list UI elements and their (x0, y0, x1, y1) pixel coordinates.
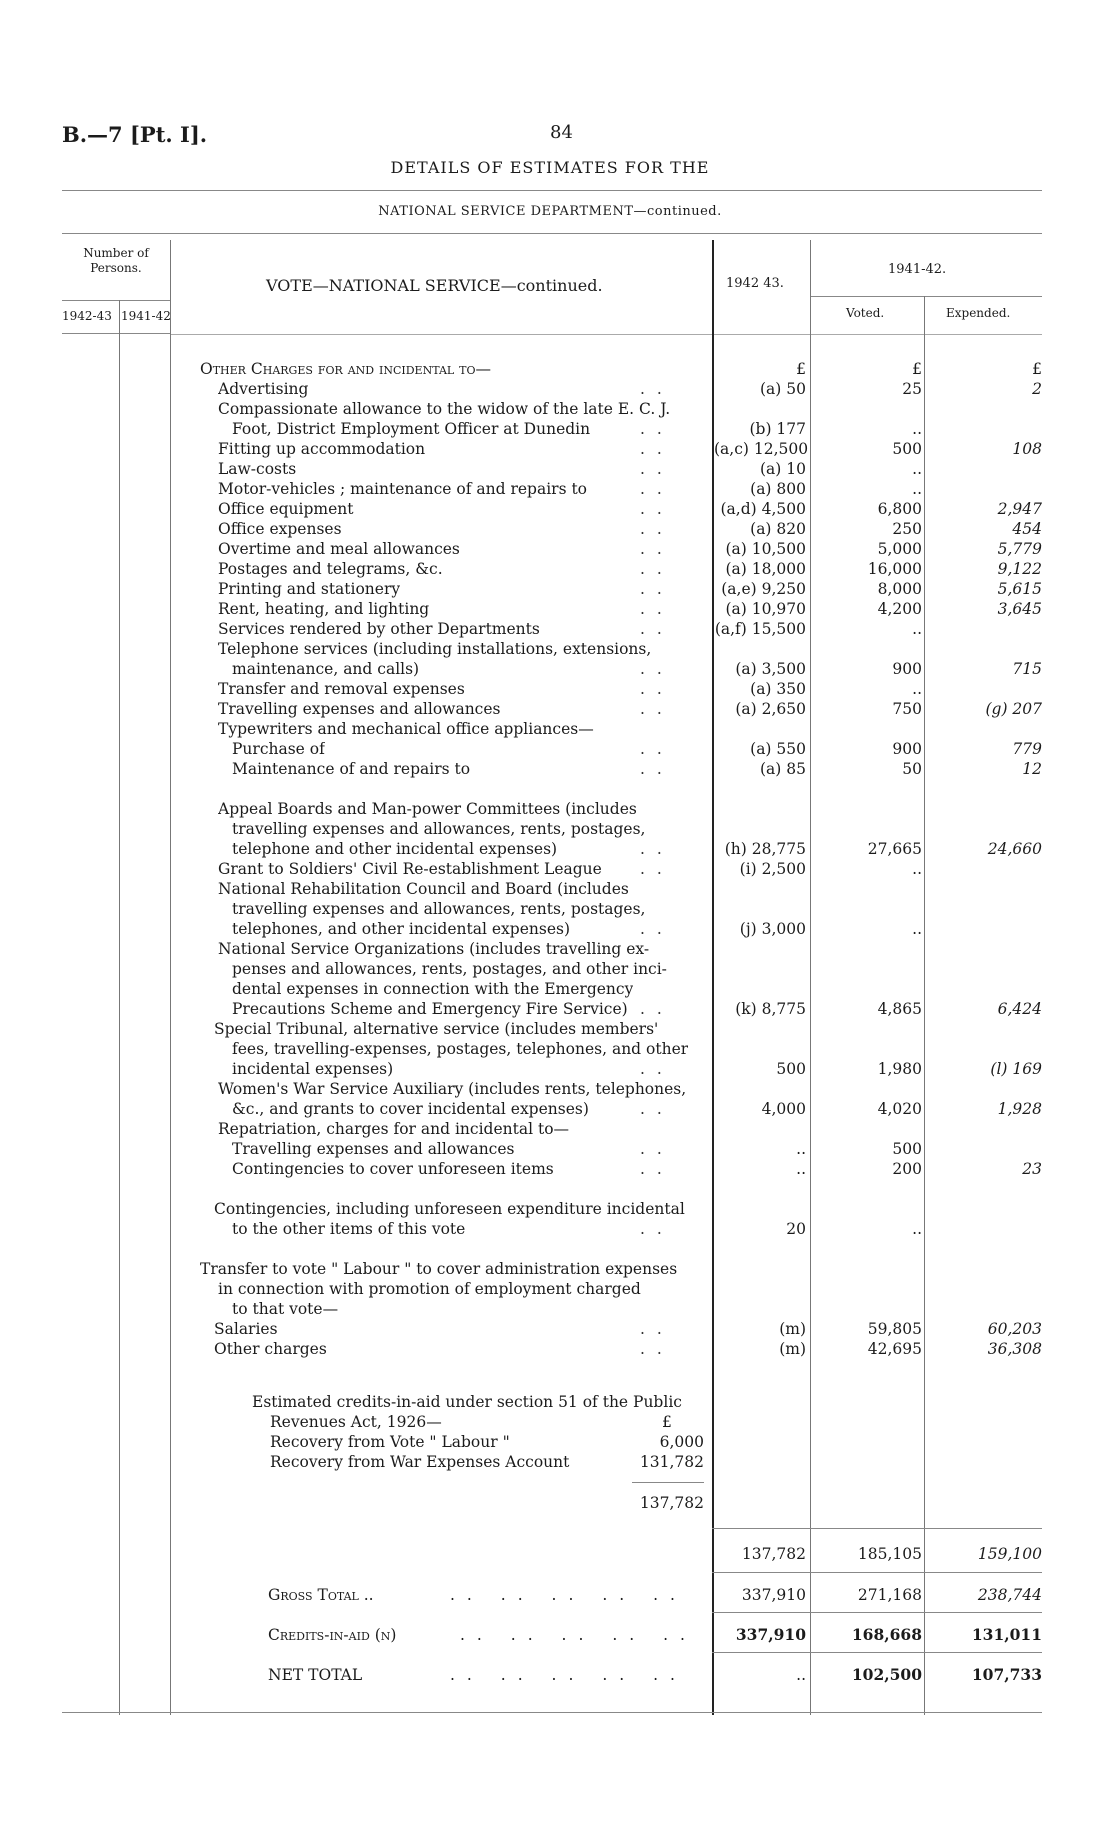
table-row (0, 1119, 1114, 1139)
row-description: incidental expenses) (232, 1060, 394, 1078)
value-voted: .. (912, 920, 922, 938)
value-expended: 3,645 (997, 600, 1042, 618)
credits-in-aid-voted: 168,668 (851, 1625, 922, 1644)
row-leader: .. (640, 920, 674, 938)
value-current: (a,c) 12,500 (714, 440, 809, 458)
table-row (0, 379, 1114, 399)
row-description: Foot, District Employment Officer at Dunedin (232, 420, 591, 438)
row-leader: .. (640, 1320, 674, 1338)
value-voted: 27,665 (867, 840, 922, 858)
row-leader: .. (640, 600, 674, 618)
table-row (0, 1139, 1114, 1159)
row-description: telephone and other incidental expenses) (232, 840, 558, 858)
table-row (0, 1059, 1114, 1079)
row-description: Typewriters and mechanical office appliances— (218, 720, 594, 738)
value-voted: 6,800 (877, 500, 922, 518)
vote-title: VOTE—NATIONAL SERVICE—continued. (266, 276, 603, 295)
currency-voted: £ (912, 360, 922, 378)
value-current: (a) 2,650 (735, 700, 806, 718)
year-current-heading: 1942 43. (726, 276, 784, 291)
net-total-expended: 107,733 (971, 1665, 1042, 1684)
row-description: Advertising (218, 380, 309, 398)
row-description: National Rehabilitation Council and Board (includes (218, 880, 629, 898)
row-description: travelling expenses and allowances, rents, postages, (232, 900, 646, 918)
row-leader: .. (640, 860, 674, 878)
value-expended: 1,928 (997, 1100, 1042, 1118)
gross-total-row (0, 1585, 1114, 1605)
table-row (0, 839, 1114, 859)
row-leader: .. (640, 520, 674, 538)
row-description: National Service Organizations (includes travelling ex- (218, 940, 650, 958)
table-row (0, 579, 1114, 599)
row-description: Law-costs (218, 460, 297, 478)
expended-heading: Expended. (946, 306, 1011, 320)
value-voted: 900 (892, 740, 922, 758)
value-expended: 23 (1022, 1160, 1042, 1178)
credits-item-labour-value: 6,000 (659, 1433, 704, 1451)
value-current: (a) 550 (750, 740, 806, 758)
table-top-rule (62, 233, 1042, 234)
row-leader: .. (640, 420, 674, 438)
value-voted: 250 (892, 520, 922, 538)
value-expended: 9,122 (997, 560, 1042, 578)
row-description: Rent, heating, and lighting (218, 600, 430, 618)
value-current: 500 (776, 1060, 806, 1078)
row-description: Precautions Scheme and Emergency Fire Service) (232, 1000, 628, 1018)
subtotal-current: 137,782 (741, 1545, 806, 1563)
value-voted: 750 (892, 700, 922, 718)
net-total-voted: 102,500 (851, 1665, 922, 1684)
value-voted: 900 (892, 660, 922, 678)
value-current: (a,d) 4,500 (720, 500, 806, 518)
row-leader: .. (640, 560, 674, 578)
row-leader: .. (640, 440, 674, 458)
credits-sum-rule (632, 1482, 704, 1483)
value-voted: 500 (892, 1140, 922, 1158)
value-voted: .. (912, 680, 922, 698)
table-row (0, 919, 1114, 939)
value-voted: 59,805 (867, 1320, 922, 1338)
table-row (0, 699, 1114, 719)
row-description: Travelling expenses and allowances (218, 700, 501, 718)
row-leader: .. (640, 760, 674, 778)
row-leader: .. (640, 1340, 674, 1358)
row-leader: .. (640, 740, 674, 758)
value-voted: 25 (902, 380, 922, 398)
voted-heading: Voted. (846, 306, 885, 320)
table-row (0, 459, 1114, 479)
page-title: DETAILS OF ESTIMATES FOR THE (390, 158, 710, 177)
credits-intro-act: Revenues Act, 1926— (270, 1413, 442, 1431)
value-expended: 24,660 (987, 840, 1042, 858)
credits-item-war-label: Recovery from War Expenses Account (270, 1453, 570, 1471)
row-description: Telephone services (including installations, extensions, (218, 640, 652, 658)
table-row (0, 1039, 1114, 1059)
table-row (0, 639, 1114, 659)
table-row (0, 1079, 1114, 1099)
value-current: (i) 2,500 (739, 860, 806, 878)
persons-rule (62, 300, 170, 301)
row-description: Special Tribunal, alternative service (includes members' (214, 1020, 659, 1038)
table-row (0, 719, 1114, 739)
table-row (0, 1199, 1114, 1219)
row-leader: .. (640, 540, 674, 558)
row-description: Transfer and removal expenses (218, 680, 465, 698)
table-row (0, 559, 1114, 579)
value-voted: 50 (902, 760, 922, 778)
table-row (0, 1099, 1114, 1119)
value-current: (a,f) 15,500 (714, 620, 806, 638)
table-row (0, 619, 1114, 639)
value-voted: 5,000 (877, 540, 922, 558)
table-row (0, 739, 1114, 759)
currency-current: £ (796, 360, 806, 378)
value-current: (a) 10 (760, 460, 806, 478)
value-voted: 4,200 (877, 600, 922, 618)
row-description: Women's War Service Auxiliary (includes rents, telephones, (218, 1080, 687, 1098)
value-voted: .. (912, 460, 922, 478)
credits-in-aid-current: 337,910 (735, 1625, 806, 1644)
value-voted: .. (912, 1220, 922, 1238)
value-expended: 6,424 (997, 1000, 1042, 1018)
row-description: Grant to Soldiers' Civil Re-establishment League (218, 860, 602, 878)
row-description: Fitting up accommodation (218, 440, 426, 458)
table-row (0, 1319, 1114, 1339)
value-expended: 5,615 (997, 580, 1042, 598)
gross-total-expended: 238,744 (977, 1586, 1042, 1604)
page-subtitle: NATIONAL SERVICE DEPARTMENT—continued. (378, 204, 722, 219)
row-description: travelling expenses and allowances, rents, postages, (232, 820, 646, 838)
credits-currency: £ (662, 1413, 672, 1431)
header-rule (62, 190, 1042, 191)
value-expended: 12 (1022, 760, 1042, 778)
value-voted: 16,000 (867, 560, 922, 578)
table-row (0, 399, 1114, 419)
table-row (0, 1339, 1114, 1359)
table-row (0, 599, 1114, 619)
table-row (0, 899, 1114, 919)
table-row (0, 659, 1114, 679)
year-previous-rule (810, 296, 1042, 297)
table-row (0, 1279, 1114, 1299)
table-row (0, 1159, 1114, 1179)
row-description: fees, travelling-expenses, postages, telephones, and other (232, 1040, 689, 1058)
value-voted: 1,980 (877, 1060, 922, 1078)
row-leader: .. (640, 1140, 674, 1158)
row-description: penses and allowances, rents, postages, and other inci- (232, 960, 667, 978)
row-leader: .. (640, 1000, 674, 1018)
value-expended: 60,203 (987, 1320, 1042, 1338)
value-current: (a) 50 (760, 380, 806, 398)
table-row (0, 959, 1114, 979)
row-description: Other charges (214, 1340, 327, 1358)
gross-top-rule (712, 1572, 1042, 1573)
subtotal-row (0, 1544, 1114, 1564)
value-expended: (g) 207 (985, 700, 1042, 718)
credits-top-rule (712, 1612, 1042, 1613)
row-description: Postages and telegrams, &c. (218, 560, 443, 578)
value-expended: 36,308 (987, 1340, 1042, 1358)
subtotal-voted: 185,105 (857, 1545, 922, 1563)
value-current: (a) 350 (750, 680, 806, 698)
table-row (0, 439, 1114, 459)
value-current: (a) 85 (760, 760, 806, 778)
row-description: to the other items of this vote (232, 1220, 466, 1238)
table-row (0, 1019, 1114, 1039)
row-description: &c., and grants to cover incidental expenses) (232, 1100, 589, 1118)
row-description: Maintenance of and repairs to (232, 760, 471, 778)
document-reference: B.—7 [Pt. I]. (62, 122, 208, 147)
value-current: (h) 28,775 (724, 840, 806, 858)
row-description: maintenance, and calls) (232, 660, 420, 678)
table-row (0, 999, 1114, 1019)
row-description: dental expenses in connection with the Emergency (232, 980, 634, 998)
credits-intro: Estimated credits-in-aid under section 51 of the Public (252, 1393, 682, 1411)
table-row (0, 1219, 1114, 1239)
row-description: Compassionate allowance to the widow of the late E. C. J. (218, 400, 671, 418)
table-row (0, 679, 1114, 699)
credits-in-aid-row (0, 1625, 1114, 1645)
table-row (0, 479, 1114, 499)
gross-total-current: 337,910 (741, 1586, 806, 1604)
net-total-leader: .. .. .. .. .. (450, 1666, 687, 1684)
value-voted: .. (912, 860, 922, 878)
row-leader: .. (640, 380, 674, 398)
gross-total-leader: .. .. .. .. .. (450, 1586, 687, 1604)
row-leader: .. (640, 1160, 674, 1178)
persons-year-previous: 1941-42 (121, 309, 171, 323)
row-leader: .. (640, 840, 674, 858)
value-current: (a) 10,970 (725, 600, 806, 618)
row-description: Purchase of (232, 740, 325, 758)
value-expended: 715 (1012, 660, 1042, 678)
table-row (0, 859, 1114, 879)
credits-item-war-value: 131,782 (639, 1453, 704, 1471)
row-leader: .. (640, 620, 674, 638)
value-current: (j) 3,000 (739, 920, 806, 938)
row-description: Services rendered by other Departments (218, 620, 540, 638)
credits-in-aid-leader: .. .. .. .. .. (460, 1626, 697, 1644)
value-current: (k) 8,775 (735, 1000, 806, 1018)
value-expended: (l) 169 (990, 1060, 1042, 1078)
value-expended: 108 (1012, 440, 1042, 458)
value-voted: 500 (892, 440, 922, 458)
value-expended: 5,779 (997, 540, 1042, 558)
value-voted: .. (912, 620, 922, 638)
table-bottom-rule (62, 1712, 1042, 1713)
value-current: (a) 820 (750, 520, 806, 538)
gross-total-label: Gross Total .. (268, 1586, 374, 1604)
value-current: (a) 3,500 (735, 660, 806, 678)
value-current: (m) (779, 1340, 806, 1358)
value-voted: .. (912, 420, 922, 438)
value-current: (a) 10,500 (725, 540, 806, 558)
row-leader: .. (640, 660, 674, 678)
currency-expended: £ (1032, 360, 1042, 378)
row-description: Travelling expenses and allowances (232, 1140, 515, 1158)
value-voted: 4,865 (877, 1000, 922, 1018)
row-description: Contingencies, including unforeseen expenditure incidental (214, 1200, 685, 1218)
value-expended: 2,947 (997, 500, 1042, 518)
net-top-rule (712, 1652, 1042, 1653)
value-expended: 454 (1012, 520, 1042, 538)
row-leader: .. (640, 580, 674, 598)
table-row (0, 419, 1114, 439)
row-description: telephones, and other incidental expenses) (232, 920, 570, 938)
persons-year-current: 1942-43 (62, 309, 112, 323)
subtotal-expended: 159,100 (977, 1545, 1042, 1563)
row-description: Overtime and meal allowances (218, 540, 460, 558)
row-description: Appeal Boards and Man-power Committees (includes (218, 800, 637, 818)
value-current: (m) (779, 1320, 806, 1338)
row-description: Printing and stationery (218, 580, 401, 598)
persons-heading: Number of Persons. (83, 246, 149, 275)
value-current: 20 (786, 1220, 806, 1238)
credits-in-aid-expended: 131,011 (971, 1625, 1042, 1644)
table-row (0, 519, 1114, 539)
value-current: (b) 177 (749, 420, 806, 438)
row-description: Motor-vehicles ; maintenance of and repairs to (218, 480, 588, 498)
table-row (0, 979, 1114, 999)
row-description: Contingencies to cover unforeseen items (232, 1160, 554, 1178)
row-description: Repatriation, charges for and incidental to— (218, 1120, 570, 1138)
credits-item-labour-label: Recovery from Vote " Labour " (270, 1433, 510, 1451)
value-current: (a) 800 (750, 480, 806, 498)
credits-in-aid-label: Credits-in-aid (n) (268, 1626, 397, 1644)
value-current: (a,e) 9,250 (721, 580, 806, 598)
value-current: 4,000 (761, 1100, 806, 1118)
table-row (0, 819, 1114, 839)
section-heading-row (0, 359, 1114, 379)
row-description: Office expenses (218, 520, 342, 538)
row-description: to that vote— (232, 1300, 339, 1318)
value-voted: 4,020 (877, 1100, 922, 1118)
year-previous-heading: 1941-42. (888, 262, 947, 277)
value-current: .. (796, 1140, 806, 1158)
heading-bottom-rule (170, 334, 1042, 335)
row-leader: .. (640, 500, 674, 518)
row-leader: .. (640, 1100, 674, 1118)
credits-total: 137,782 (639, 1494, 704, 1512)
value-expended: 2 (1032, 380, 1042, 398)
row-description: Salaries (214, 1320, 278, 1338)
subtotal-rule (712, 1528, 1042, 1529)
row-leader: .. (640, 480, 674, 498)
row-leader: .. (640, 680, 674, 698)
section-heading: Other Charges for and incidental to— (200, 360, 491, 378)
row-description: Transfer to vote " Labour " to cover administration expenses (200, 1260, 678, 1278)
table-row (0, 939, 1114, 959)
row-leader: .. (640, 700, 674, 718)
persons-bottom-rule (62, 333, 170, 334)
row-leader: .. (640, 460, 674, 478)
table-row (0, 539, 1114, 559)
value-current: (a) 18,000 (725, 560, 806, 578)
row-description: Office equipment (218, 500, 354, 518)
table-row (0, 799, 1114, 819)
table-row (0, 499, 1114, 519)
table-row (0, 879, 1114, 899)
table-row (0, 1259, 1114, 1279)
table-row (0, 759, 1114, 779)
value-current: .. (796, 1160, 806, 1178)
value-voted: 8,000 (877, 580, 922, 598)
value-voted: 200 (892, 1160, 922, 1178)
row-description: in connection with promotion of employment charged (218, 1280, 641, 1298)
value-voted: 42,695 (867, 1340, 922, 1358)
page-number: 84 (550, 122, 573, 143)
row-leader: .. (640, 1060, 674, 1078)
gross-total-voted: 271,168 (857, 1586, 922, 1604)
net-total-row (0, 1665, 1114, 1685)
row-leader: .. (640, 1220, 674, 1238)
value-expended: 779 (1012, 740, 1042, 758)
table-row (0, 1299, 1114, 1319)
net-total-label: NET TOTAL (268, 1666, 363, 1684)
net-total-current: .. (796, 1666, 806, 1684)
value-voted: .. (912, 480, 922, 498)
